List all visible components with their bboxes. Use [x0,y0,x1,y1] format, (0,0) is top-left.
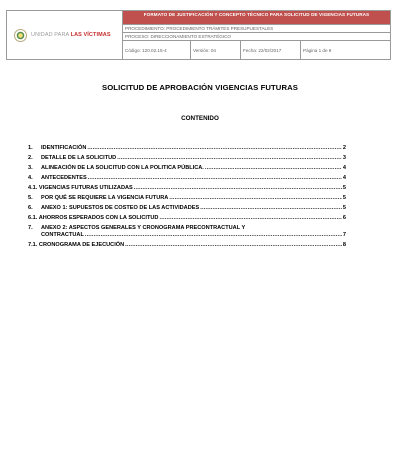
document-title: SOLICITUD DE APROBACIÓN VIGENCIAS FUTURAS [101,83,298,92]
page-number-cell: Página 1 de 9 [303,47,332,53]
toc-item-number: 5. [28,195,33,201]
toc-item-number: 7. [28,225,33,231]
toc-item-page: 3 [342,155,346,161]
toc-item[interactable] [28,165,346,175]
code-cell: Código: 120.02.15-4 [123,41,191,59]
toc-leader-dots [125,242,342,249]
toc-item-label: ANEXO 1: SUPUESTOS DE COSTEO DE LAS ACTIVIDADES [41,205,200,211]
toc-item-page: 4 [342,175,346,181]
toc-item-page: 8 [342,242,346,248]
version-cell: Versión: 04 [191,41,241,59]
coat-of-arms-icon [14,29,27,42]
toc-heading: CONTENIDO [181,115,219,122]
toc-item[interactable] [28,215,346,225]
organization-logo [31,32,111,38]
meta-row [123,41,390,59]
toc-item[interactable] [28,242,346,252]
header-info [123,11,390,59]
toc-item-number: 6.1. [28,215,38,221]
toc-leader-dots [200,205,342,212]
toc-leader-dots [117,155,342,162]
toc-item-label: ALINEACIÓN DE LA SOLICITUD CON LA POLITICA PÚBLICA. [41,165,204,171]
toc-item-page: 5 [342,195,346,201]
logo-text-bold: LAS VÍCTIMAS [70,32,111,38]
logo-cell [7,11,123,59]
date-cell: Fecha: 22/02/2017 [241,41,301,59]
toc-item-page: 5 [342,205,346,211]
toc-item-page: 2 [342,145,346,151]
toc-leader-dots [134,185,342,192]
toc-leader-dots [169,195,342,202]
toc-leader-dots [159,215,341,222]
toc-item[interactable] [28,175,346,185]
toc-item-page: 5 [342,185,346,191]
toc-item-number: 7.1. [28,242,38,248]
toc-item-number: 3. [28,165,33,171]
toc-item-number: 2. [28,155,33,161]
toc-item-label: 4.1. VIGENCIAS FUTURAS UTILIZADAS [28,185,133,191]
toc-item-number: 4. [28,175,33,181]
toc-leader-dots [87,145,342,152]
table-of-contents [28,145,346,252]
toc-item-label-line2: CONTRACTUAL [41,232,84,238]
toc-item-label: ANTECEDENTES [41,175,87,181]
toc-item-label: IDENTIFICACIÓN [41,145,87,151]
toc-item-label: 7.1. CRONOGRAMA DE EJECUCIÓN [28,242,125,248]
toc-item-page: 4 [342,165,346,171]
toc-leader-dots [88,175,342,182]
toc-leader-dots [85,232,342,239]
toc-item-page: 6 [342,215,346,221]
logo-text-light: UNIDAD PARA [31,32,71,38]
toc-item[interactable] [28,195,346,205]
toc-item[interactable] [28,225,346,242]
procedure-row: PROCEDIMIENTO: PROCEDIMIENTO TRÁMITES PRESUPUESTALES [123,25,390,33]
toc-item[interactable] [28,205,346,215]
toc-item-label: POR QUÉ SE REQUIERE LA VIGENCIA FUTURA [41,195,169,201]
toc-item-number: 4.1. [28,185,38,191]
toc-item-label: DETALLE DE LA SOLICITUD [41,155,117,161]
document-header [6,10,391,60]
toc-item-number: 1. [28,145,33,151]
form-title: FORMATO DE JUSTIFICACIÓN Y CONCEPTO TÉCNICO PARA SOLICITUD DE VIGENCIAS FUTURAS [123,11,390,25]
toc-item-number: 6. [28,205,33,211]
process-row: PROCESO: DIRECCIONAMIENTO ESTRATÉGICO [123,33,390,41]
toc-item[interactable] [28,155,346,165]
toc-item-label: 6.1. AHORROS ESPERADOS CON LA SOLICITUD [28,215,159,221]
toc-item-page: 7 [342,232,346,238]
toc-leader-dots [205,165,342,172]
toc-item[interactable] [28,145,346,155]
toc-item-label-line1: ANEXO 2: ASPECTOS GENERALES Y CRONOGRAMA PRECONTRACTUAL Y [41,225,246,231]
toc-item[interactable] [28,185,346,195]
